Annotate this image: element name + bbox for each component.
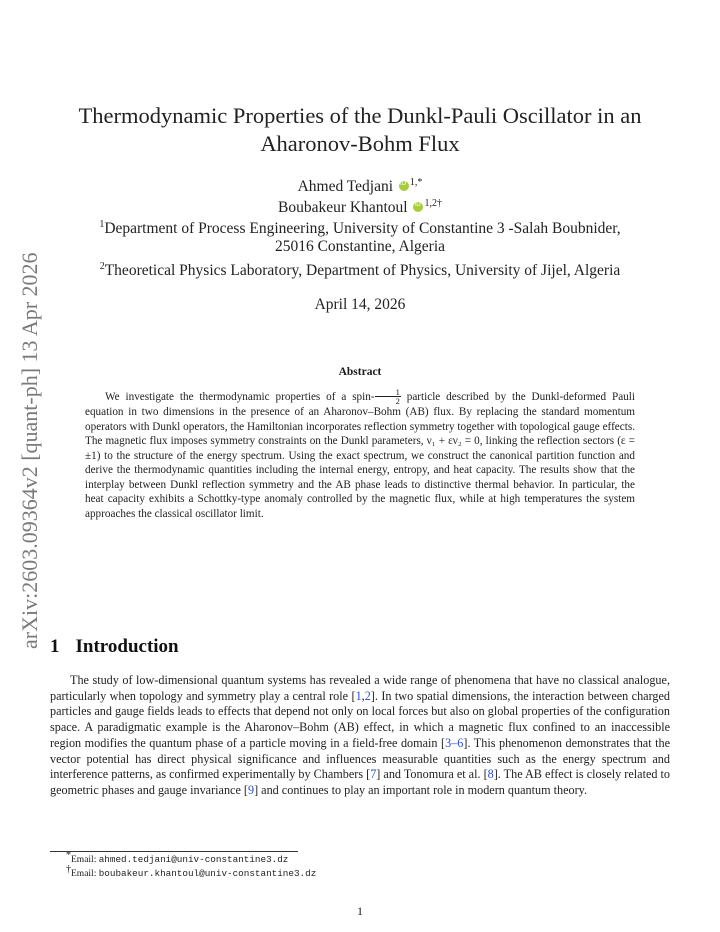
author-sup: 1,2† (424, 197, 442, 209)
affiliation-text-2: 25016 Constantine, Algeria (274, 238, 446, 255)
affiliation-text: Department of Process Engineering, University of Constantine 3 -Salah Boubnider, (104, 220, 621, 237)
affiliation-sup: 2 (99, 260, 105, 272)
citation-link[interactable]: 3–6 (445, 735, 464, 750)
affiliation-2 (40, 262, 680, 280)
citation-link[interactable]: 7 (370, 767, 377, 782)
paper-title (40, 102, 680, 158)
author-name: Boubakeur Khantoul (278, 199, 408, 216)
affiliation-1 (40, 220, 680, 256)
section-number: 1 (50, 636, 60, 657)
title-line-1: Thermodynamic Properties of the Dunkl-Pauli Oscillator in an (78, 103, 642, 128)
arxiv-identifier: arXiv:2603.09364v2 [quant-ph] 13 Apr 2026 (17, 252, 42, 649)
footnote-rule (50, 851, 298, 852)
section-heading (50, 636, 179, 658)
citation-link[interactable]: 1 (355, 688, 362, 703)
author-name: Ahmed Tedjani (297, 178, 394, 195)
orcid-icon[interactable] (399, 181, 409, 191)
citation-link[interactable]: 8 (487, 767, 494, 782)
citation-link[interactable]: 2 (364, 688, 371, 703)
introduction-paragraph: The study of low-dimensional quantum systems has revealed a wide range of phenomena that have no classical analogue, particularly when topology and symmetry play a central role [1,2]. In two spatial dimensions, the interaction between charged particles and gauge fields leads to effects that depend not only on local forces but also on global properties of the configuration space. A paradigmatic example is the Aharonov–Bohm (AB) effect, in which a magnetic flux confined to an inaccessible region modifies the quantum phase of a particle moving in a field-free domain [3–6]. This phenomenon demonstrates that the vector potential has direct physical significance and influences measurable quantities such as the energy spectrum and interference patterns, as confirmed experimentally by Chambers [7] and Tonomura et al. [8]. The AB effect is closely related to geometric phases and gauge invariance [9] and continues to play an important role in modern quantum theory. (50, 673, 671, 797)
email-link[interactable]: ahmed.tedjani@univ-constantine3.dz (98, 854, 289, 865)
page-number: 1 (357, 904, 363, 918)
orcid-icon[interactable] (413, 202, 423, 212)
citation-link[interactable]: 9 (247, 782, 255, 797)
section-title: Introduction (75, 636, 179, 657)
email-link[interactable]: boubakeur.khantoul@univ-constantine3.dz (98, 868, 317, 879)
affiliation-sup: 1 (99, 218, 105, 230)
author-2 (40, 199, 680, 217)
abstract-text: We investigate the thermodynamic properties of a spin- $\frac{1}{2}$ particle described by the Dunkl-deformed Pauli equation in two dimensions in the presence of an Aharonov–Bohm (AB) flux. By replacing the standard momentum operators with Dunkl operators, the Hamiltonian incorporates reflection symmetry together with topological gauge effects. The magnetic flux imposes symmetry constraints on the Dunkl parameters, ν₁ + εν₂ = 0, linking the reflection sectors (ε = ±1) to the structure of the energy spectrum. Using the exact spectrum, we construct the canonical partition function and derive the thermodynamic quantities including the internal energy, entropy, and heat capacity. The results show that the interplay between Dunkl reflection symmetry and the AB phase leads to distinctive thermal behavior. In particular, the heat capacity exhibits a Schottky-type anomaly controlled by the magnetic flux, while at high temperatures the system approaches the classical oscillator limit. (85, 387, 635, 520)
footnote-1: *Email: ahmed.tedjani@univ-constantine3.dz (66, 849, 289, 865)
title-line-2: Aharonov-Bohm Flux (260, 131, 460, 156)
fraction-one-half: $\frac{1}{2}$ (375, 388, 401, 405)
footnote-2: †Email: boubakeur.khantoul@univ-constantine3.dz (66, 863, 317, 879)
date: April 14, 2026 (314, 296, 406, 313)
abstract-heading: Abstract (338, 366, 382, 378)
affiliation-text: Theoretical Physics Laboratory, Department of Physics, University of Jijel, Algeria (104, 262, 621, 279)
author-sup: 1,* (409, 176, 423, 188)
author-1 (40, 178, 680, 196)
